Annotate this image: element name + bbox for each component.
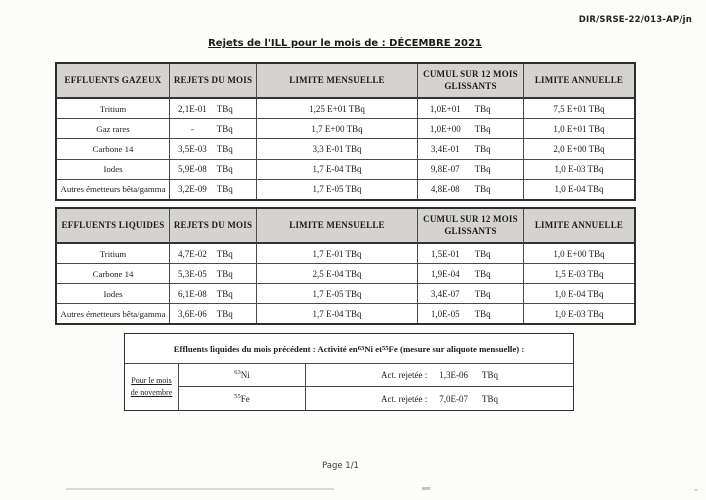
activity-value: 1,3E-06 xyxy=(439,370,468,380)
isotope-symbol: Fe xyxy=(240,393,250,404)
activity-label: Act. rejetée : xyxy=(381,370,428,380)
table-cell: 7,5 E+01 TBq xyxy=(524,99,634,119)
table-cell xyxy=(418,119,524,139)
unit: TBq xyxy=(474,288,491,299)
table-cell xyxy=(418,304,524,323)
scan-artifact xyxy=(422,487,430,490)
row-label: Iodes xyxy=(57,284,170,304)
previous-month-table-header: Effluents liquides du mois précédent : Activité en 63 Ni et 55 Fe (mesure sur aliquote mensuelle) : xyxy=(125,334,573,364)
row-label: Tritium xyxy=(57,244,170,264)
document-reference: DIR/SRSE-22/013-AP/jn xyxy=(578,15,692,25)
row-label: Gaz rares xyxy=(57,119,170,139)
value: 1,0E+01 xyxy=(429,103,461,114)
unit: TBq xyxy=(474,308,491,319)
gaseous-effluents-table xyxy=(55,62,636,201)
unit: TBq xyxy=(216,184,233,195)
value: 4,8E-08 xyxy=(430,184,460,195)
isotope-superscript: 55 xyxy=(234,392,241,400)
table-cell xyxy=(170,139,257,159)
value: 5,9E-08 xyxy=(177,164,207,175)
isotope-cell xyxy=(179,364,306,387)
unit: TBq xyxy=(474,123,491,134)
table-cell xyxy=(170,264,257,284)
table-cell: 1,0 E-04 TBq xyxy=(554,184,604,195)
table-cell: 3,3 E-01 TBq xyxy=(257,139,418,159)
header-text: Ni et xyxy=(364,343,383,354)
unit: TBq xyxy=(216,123,233,134)
column-header: EFFLUENTS GAZEUX xyxy=(57,64,170,99)
table-cell: 1,0 E-03 TBq xyxy=(524,160,634,180)
table-cell: 1,0 E+00 TBq xyxy=(524,244,634,264)
row-label: Tritium xyxy=(57,99,170,119)
table-cell: 1,0 E+01 TBq xyxy=(524,119,634,139)
header-text: Effluents liquides du mois précédent : Activité en xyxy=(173,343,358,354)
table-cell: 2,0 E+00 TBq xyxy=(524,139,634,159)
table-cell xyxy=(418,139,524,159)
activity-unit: TBq xyxy=(481,393,498,404)
activity-cell xyxy=(306,364,573,387)
header-text: Fe (mesure sur aliquote mensuelle) : xyxy=(388,343,525,354)
unit: TBq xyxy=(216,143,233,154)
value: 5,3E-05 xyxy=(177,268,207,279)
table-cell xyxy=(170,99,257,119)
table-cell xyxy=(170,284,257,304)
table-cell: 1,25 E+01 TBq xyxy=(257,99,418,119)
column-header: LIMITE MENSUELLE xyxy=(257,64,418,99)
column-header: LIMITE ANNUELLE xyxy=(524,209,634,244)
unit: TBq xyxy=(474,143,491,154)
table-cell xyxy=(418,180,524,199)
isotope-superscript: 63 xyxy=(234,369,241,376)
value: 1,0E-05 xyxy=(430,308,460,319)
table-cell: 1,7 E-05 TBq xyxy=(257,284,418,304)
value: 6,1E-08 xyxy=(177,288,207,299)
value: 1,9E-04 xyxy=(430,268,460,279)
unit: TBq xyxy=(474,268,491,279)
previous-month-activity-table xyxy=(124,333,574,411)
table-cell: 1,7 E-01 TBq xyxy=(257,244,418,264)
table-cell: 1,0 E-04 TBq xyxy=(524,284,634,304)
row-label: Carbone 14 xyxy=(57,264,170,284)
value: 3,5E-03 xyxy=(177,143,207,154)
side-label-line: Pour le mois xyxy=(131,376,172,386)
unit: TBq xyxy=(474,103,491,114)
column-header: REJETS DU MOIS xyxy=(170,209,257,244)
row-label: Carbone 14 xyxy=(57,139,170,159)
unit: TBq xyxy=(216,164,233,175)
value: 1,0E+00 xyxy=(429,123,461,134)
value: 2,1E-01 xyxy=(177,103,207,114)
value: 1,5E-01 xyxy=(430,248,460,259)
scan-artifact xyxy=(694,489,698,491)
row-label: Iodes xyxy=(57,160,170,180)
unit: TBq xyxy=(474,184,491,195)
table-cell: 1,7 E-04 TBq xyxy=(257,160,418,180)
row-label: Autres émetteurs bêta/gamma xyxy=(57,180,170,199)
table-cell xyxy=(170,160,257,180)
table-cell xyxy=(170,119,257,139)
table-cell xyxy=(418,99,524,119)
isotope-symbol: Ni xyxy=(240,370,250,380)
unit: TBq xyxy=(474,248,491,259)
unit: TBq xyxy=(216,268,233,279)
row-label: Autres émetteurs bêta/gamma xyxy=(57,304,170,323)
table-cell xyxy=(170,180,257,199)
side-label-line: de novembre xyxy=(130,388,173,397)
table-cell: 2,5 E-04 TBq xyxy=(257,264,418,284)
page-title-text: Rejets de l'ILL pour le mois de : DÉCEMBRE 2021 xyxy=(208,38,482,49)
table-cell xyxy=(170,304,257,323)
page-title xyxy=(0,38,690,49)
unit: TBq xyxy=(216,248,233,259)
value: - xyxy=(190,123,194,134)
activity-value: 7,0E-07 xyxy=(439,393,468,404)
table-cell: 1,5 E-03 TBq xyxy=(524,264,634,284)
scan-artifact xyxy=(66,488,334,490)
unit: TBq xyxy=(216,308,233,319)
liquid-effluents-table xyxy=(55,207,636,325)
activity-label: Act. rejetée : xyxy=(381,393,428,404)
value: 4,7E-02 xyxy=(177,248,207,259)
column-header: LIMITE ANNUELLE xyxy=(524,64,634,99)
unit: TBq xyxy=(216,288,233,299)
table-cell xyxy=(418,284,524,304)
table-cell: 1,7 E-04 TBq xyxy=(257,304,418,323)
unit: TBq xyxy=(474,164,491,175)
column-header: LIMITE MENSUELLE xyxy=(257,209,418,244)
activity-cell xyxy=(306,387,573,410)
column-header: CUMUL SUR 12 MOIS GLISSANTS xyxy=(418,209,524,244)
table-cell xyxy=(418,160,524,180)
table-cell: 1,0 E-03 TBq xyxy=(554,308,604,319)
value: 3,2E-09 xyxy=(177,184,207,195)
column-header: CUMUL SUR 12 MOIS GLISSANTS xyxy=(418,64,524,99)
unit: TBq xyxy=(216,103,233,114)
isotope-cell xyxy=(179,387,306,410)
value: 9,8E-07 xyxy=(430,164,460,175)
value: 3,4E-07 xyxy=(430,288,460,299)
value: 3,4E-01 xyxy=(430,143,460,154)
table-cell: 1,7 E-05 TBq xyxy=(257,180,418,199)
activity-unit: TBq xyxy=(481,370,498,380)
column-header: EFFLUENTS LIQUIDES xyxy=(57,209,170,244)
month-side-label xyxy=(125,364,179,410)
table-cell xyxy=(418,244,524,264)
value: 3,6E-06 xyxy=(177,308,207,319)
table-cell xyxy=(170,244,257,264)
page-number: Page 1/1 xyxy=(322,461,359,471)
column-header: REJETS DU MOIS xyxy=(170,64,257,99)
table-cell: 1,7 E+00 TBq xyxy=(257,119,418,139)
table-cell xyxy=(418,264,524,284)
